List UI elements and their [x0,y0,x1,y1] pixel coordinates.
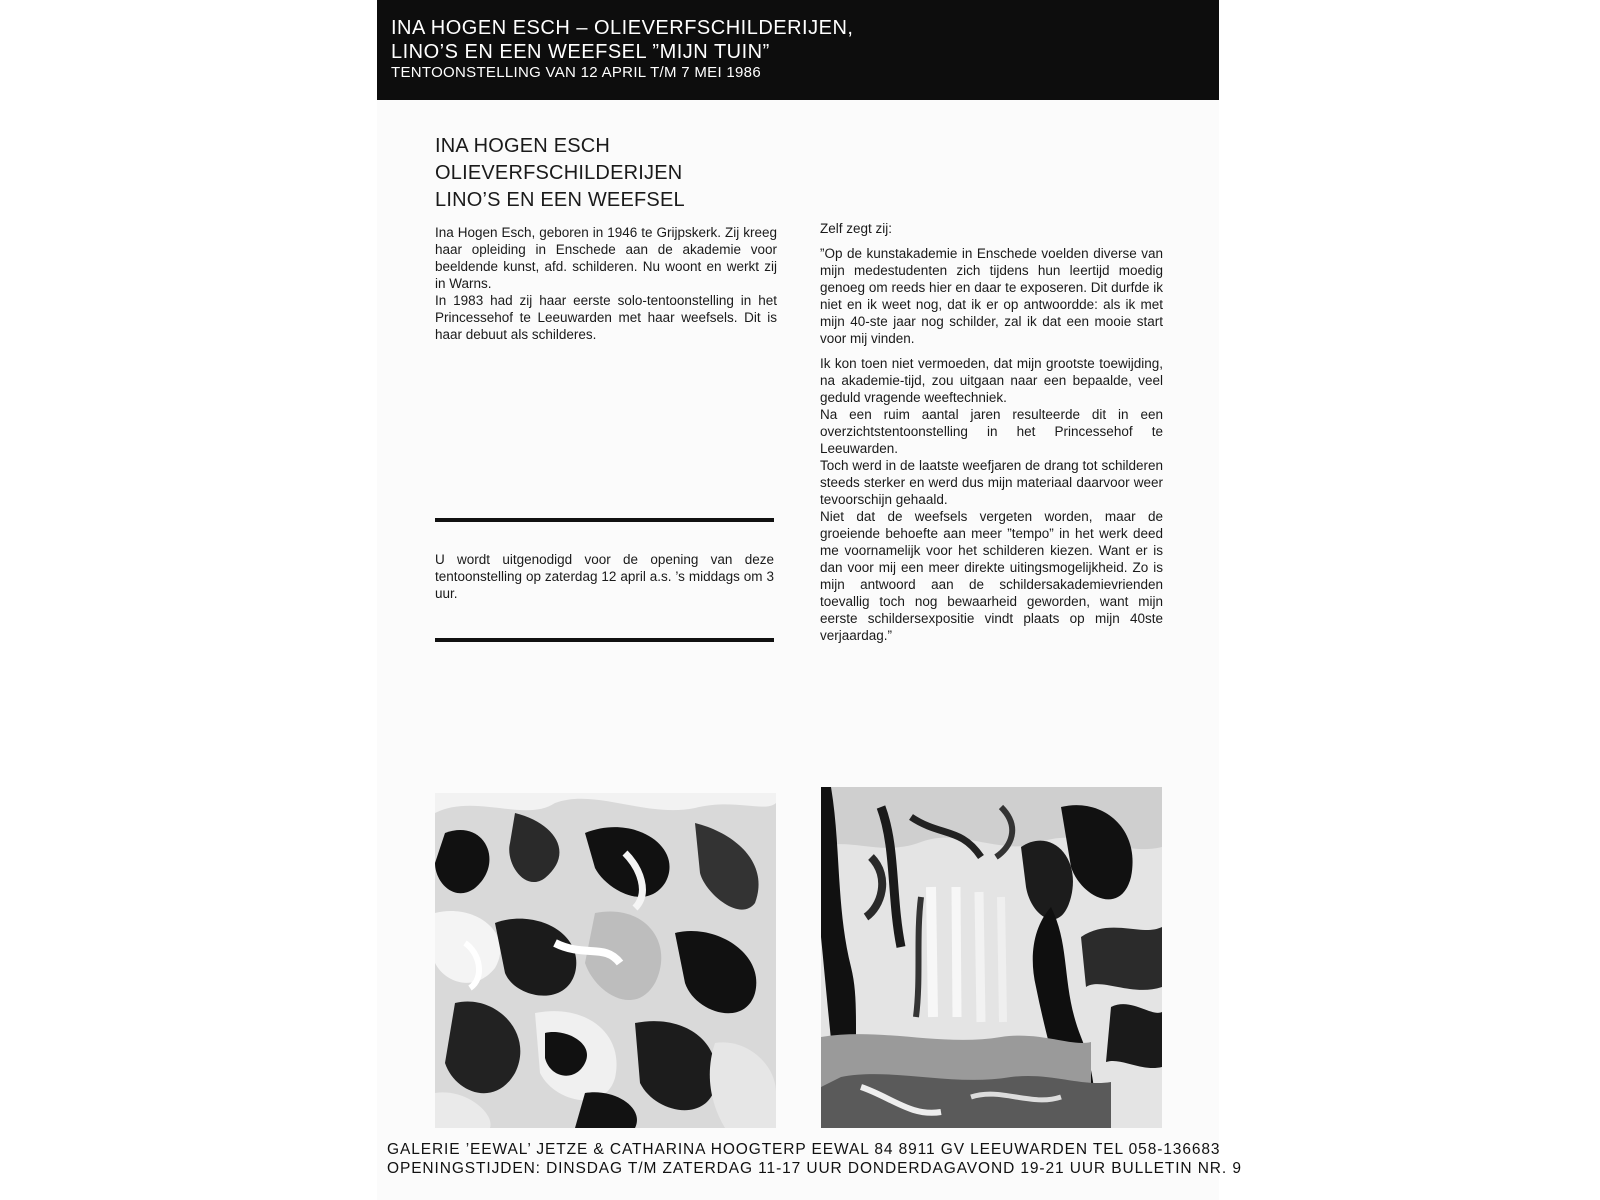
quote-lead: Zelf zegt zij: [820,221,893,236]
right-column [820,220,1163,644]
intro-text-2: In 1983 had zij haar eerste solo-tentoonstelling in het Princessehof te Leeuwarden met haar weefsels. Dit is haar debuut als schilderes. [435,293,777,342]
bulletin-page [377,0,1242,1200]
invitation-text: U wordt uitgenodigd voor de opening van deze tentoonstelling op zaterdag 12 april a.s. ’s middags om 3 uur. [435,552,774,601]
quote-paragraph: Niet dat de weefsels vergeten worden, maar de groeiende behoefte aan meer ”tempo” in het werk deed me voornamelijk voor het schilderen kiezen. Want er is dan voor mij een meer direkte uitingsmogelijkheid. Zo is mijn antwoord aan de schildersakademievrienden toevallig toch nog bewaarheid geworden, want mijn eerste schildersexpositie vindt plaats op mijn 40ste verjaardag.” [820,509,1163,643]
header-bar [377,0,1219,100]
footer-gallery-info: GALERIE ’EEWAL’ JETZE & CATHARINA HOOGTERP EEWAL 84 8911 GV LEEUWARDEN TEL 058-136683 [387,1141,1221,1158]
quote-paragraph: Ik kon toen niet vermoeden, dat mijn grootste toewijding, na akademie-tijd, zou uitgaan naar een bepaalde, veel geduld vragende weeftechniek. [820,356,1163,405]
divider-rule-bottom [435,638,774,642]
intro-text: Ina Hogen Esch, geboren in 1946 te Grijpskerk. Zij kreeg haar opleiding in Enschede aan de akademie voor beeldende kunst, afd. schilderen. Nu woont en werkt zij in Warns. [435,225,777,291]
left-column [435,133,777,343]
header-subtitle: TENTOONSTELLING VAN 12 APRIL T/M 7 MEI 1986 [391,64,761,81]
invitation-block [435,551,774,602]
footer [387,1140,1242,1178]
painting-garden [821,787,1162,1128]
header-title-line-2: LINO’S EN EEN WEEFSEL ”MIJN TUIN” [391,41,770,63]
header-title-line-1: INA HOGEN ESCH – OLIEVERFSCHILDERIJEN, [391,17,854,39]
painting-abstract [435,793,776,1128]
section-heading [435,133,777,214]
section-heading-line: OLIEVERFSCHILDERIJEN [435,162,683,184]
quote-paragraph: ”Op de kunstakademie in Enschede voelden diverse van mijn medestudenten zich tijdens hun leertijd moedig genoeg om reeds hier en daar te exposeren. Dit durfde ik niet en ik weet nog, dat ik er op antwoordde: als ik met mijn 40-ste jaar nog schilder, zal ik dat een mooie start voor mij vinden. [820,246,1163,346]
painting-garden-image [821,787,1162,1128]
painting-abstract-image [435,793,776,1128]
quote-paragraph: Na een ruim aantal jaren resulteerde dit in een overzichtstentoonstelling in het Princessehof te Leeuwarden. [820,407,1163,456]
section-heading-line: LINO’S EN EEN WEEFSEL [435,189,685,211]
quote-paragraph: Toch werd in de laatste weefjaren de drang tot schilderen steeds sterker en werd dus mijn materiaal daarvoor weer tevoorschijn gehaald. [820,458,1163,507]
divider-rule-top [435,518,774,522]
section-heading-line: INA HOGEN ESCH [435,135,611,157]
footer-opening-hours: OPENINGSTIJDEN: DINSDAG T/M ZATERDAG 11-17 UUR DONDERDAGAVOND 19-21 UUR BULLETIN NR. 9 [387,1160,1242,1177]
